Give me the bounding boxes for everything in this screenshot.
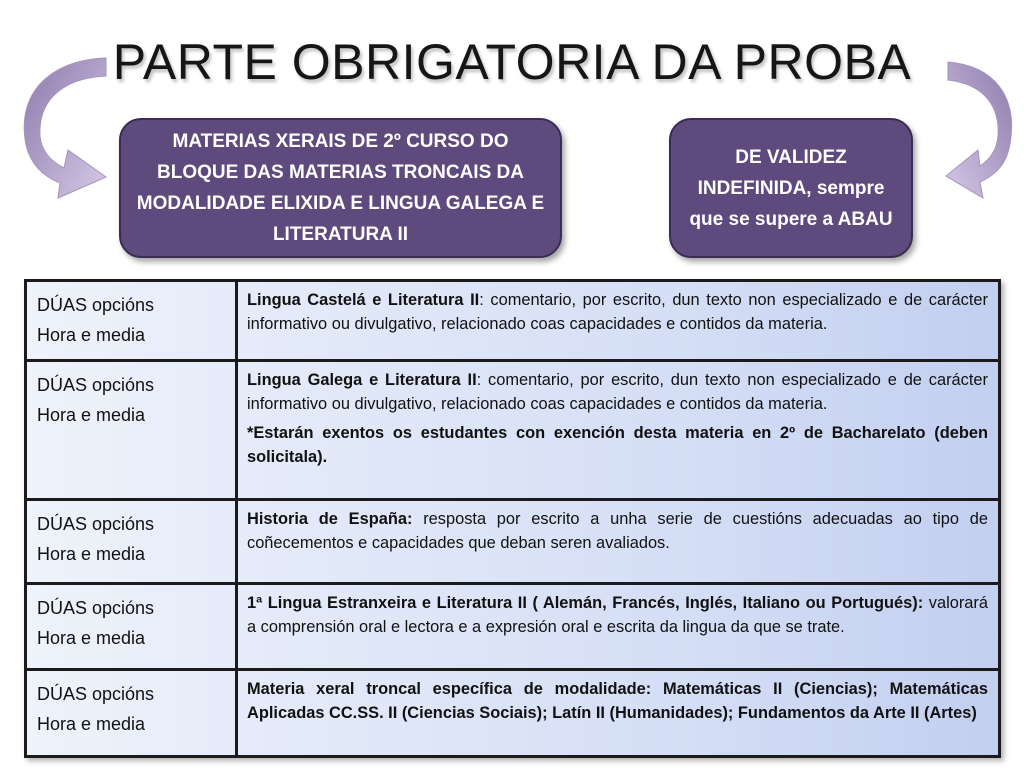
options-cell [27, 362, 238, 498]
table-row [27, 671, 998, 755]
curved-arrow-left-icon [8, 50, 113, 205]
subject-name: Lingua Galega e Literatura II [247, 371, 477, 389]
duration-text: Hora e media [37, 405, 146, 425]
table-row [27, 585, 998, 671]
subject-description: valorará a comprensión oral e lectora e a expresión oral e escrita da lingua da que se trate. [247, 594, 988, 636]
info-box-validez [669, 118, 913, 258]
subject-name: Historia de España: [247, 510, 413, 528]
options-cell [27, 671, 238, 755]
slide-title: PARTE OBRIGATORIA DA PROBA [112, 34, 912, 90]
subject-name: Materia xeral troncal específica de modalidade: Matemáticas II (Ciencias); Matemáticas Aplicadas CC.SS. II (Ciencias Sociais); Latín II (Humanidades); Fundamentos da Arte II (Artes) [247, 680, 988, 722]
subject-description: : comentario, por escrito, dun texto non especializado e de carácter informativo ou divulgativo, relacionado coas capacidades e contidos da materia. [247, 291, 988, 333]
curved-arrow-right-icon [940, 52, 1020, 202]
options-text: DÚAS opcións [37, 684, 155, 704]
description-cell [238, 282, 998, 359]
table-row [27, 501, 998, 585]
options-cell [27, 501, 238, 582]
info-box-materias [119, 118, 562, 258]
options-text: DÚAS opcións [37, 598, 155, 618]
description-cell [238, 501, 998, 582]
table-row [27, 282, 998, 362]
subject-name: 1ª Lingua Estranxeira e Literatura II ( Alemán, Francés, Inglés, Italiano ou Portugués): [247, 594, 924, 612]
exam-table [24, 279, 1001, 758]
options-cell [27, 282, 238, 359]
options-text: DÚAS opcións [37, 375, 155, 395]
table-row [27, 362, 998, 501]
description-cell [238, 671, 998, 755]
options-cell [27, 585, 238, 668]
duration-text: Hora e media [37, 325, 146, 345]
duration-text: Hora e media [37, 628, 146, 648]
subject-name: Lingua Castelá e Literatura II [247, 291, 480, 309]
options-text: DÚAS opcións [37, 295, 155, 315]
description-cell [238, 585, 998, 668]
exemption-note: *Estarán exentos os estudantes con exención desta materia en 2º de Bacharelato (deben solicitala). [247, 424, 988, 466]
subject-description: : comentario, por escrito, dun texto non especializado e de carácter informativo ou divulgativo, relacionado coas capacidades e contidos da materia. [247, 371, 988, 413]
description-cell [238, 362, 998, 498]
duration-text: Hora e media [37, 714, 146, 734]
subject-description: resposta por escrito a unha serie de cuestións adecuadas ao tipo de coñecementos e capacidades que deban seren avaliados. [247, 510, 988, 552]
info-box-materias-text: MATERIAS XERAIS DE 2º CURSO DO BLOQUE DAS MATERIAS TRONCAIS DA MODALIDADE ELIXIDA E LINGUA GALEGA E LITERATURA II [136, 131, 545, 245]
info-box-validez-text: DE VALIDEZ INDEFINIDA, sempre que se supere a ABAU [689, 146, 893, 230]
options-text: DÚAS opcións [37, 514, 155, 534]
duration-text: Hora e media [37, 544, 146, 564]
